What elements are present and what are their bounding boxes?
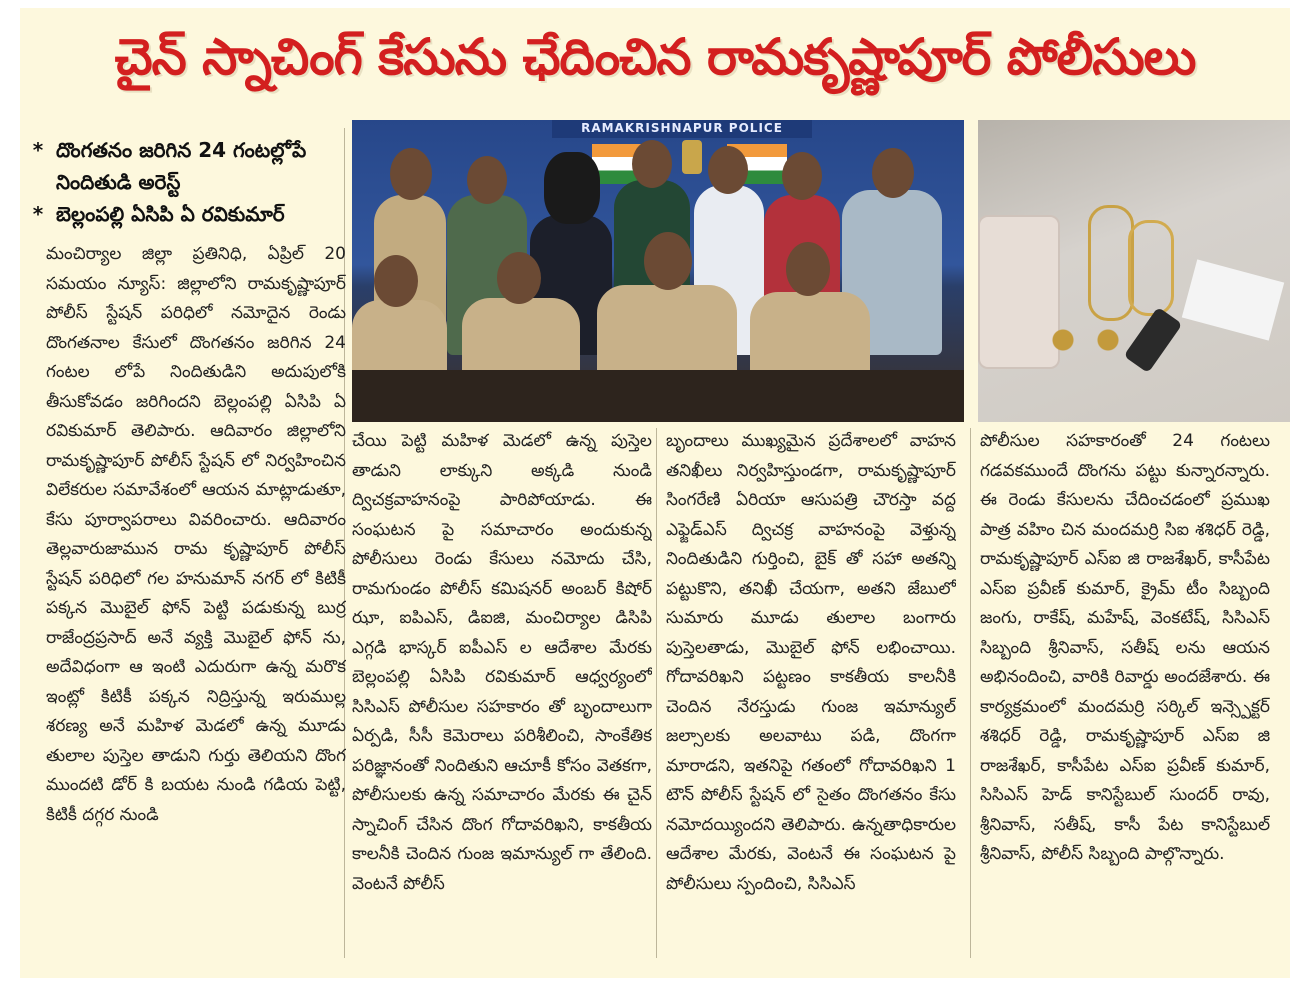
article-column-2 <box>352 427 652 962</box>
photo-banner-text: RAMAKRISHNAPUR POLICE <box>581 121 783 135</box>
article-paragraph: చేయి పెట్టి మహిళ మెడలో ఉన్న పుస్తెల తాడుని లాక్కుని అక్కడి నుండి ద్విచక్రవాహనంపై పారిపోయాడు. ఈ సంఘటన పై సమాచారం అందుకున్న పోలీసులు రెండు కేసులు నమోదు చేసి, రామగుండం పోలీస్ కమిషనర్ అంబర్ కిషోర్ ఝా, ఐపిఎస్, డిఐజి, మంచిర్యాల డిసిపి ఎగ్గడి భాస్కర్ ఐపీఎస్ ల ఆదేశాల మేరకు బెల్లంపల్లి ఏసిపి రవికుమార్ ఆధ్వర్యంలో సిసిఎస్ పోలీసుల సహకారం తో బృందాలుగా ఏర్పడి, సీసీ కెమెరాలు పరిశీలించి, సాంకేతిక పరిజ్ఞానంతో నిందితుని ఆచూకీ కోసం వెతకగా, పోలీసులకు ఉన్న సమాచారం మేరకు ఈ చైన్ స్నాచింగ్ చేసిన దొంగ గోదావరిఖని, కాకతీయ కాలనీకి చెందిన గుంజ ఇమాన్యుల్ గా తేలింది. వెంటనే పోలీస్ <box>352 431 652 894</box>
column-divider <box>970 428 971 958</box>
person-head <box>786 242 830 296</box>
covered-head <box>544 152 600 224</box>
person-head <box>644 232 692 290</box>
newspaper-clipping <box>20 8 1290 978</box>
person-head <box>782 152 822 200</box>
photo-banner <box>552 120 812 138</box>
highlight-bullets <box>20 134 330 230</box>
bullet-text: దొంగతనం జరిగిన 24 గంటల్లోపే నిందితుడి అరెస్ట్ <box>56 138 307 194</box>
article-column-3 <box>666 427 956 962</box>
highlight-bullet <box>20 134 330 198</box>
person-head <box>374 255 418 307</box>
person-head <box>632 140 672 188</box>
headline: చైన్ స్నాచింగ్ కేసును ఛేదించిన రామకృష్ణాపూర్ పోలీసులు <box>114 27 1196 86</box>
asterisk-icon: * <box>32 138 44 162</box>
gold-earrings <box>1048 325 1128 355</box>
press-table <box>352 370 964 422</box>
article-column-4 <box>980 427 1270 962</box>
person-head <box>708 146 748 194</box>
gold-chain <box>1128 220 1174 316</box>
highlight-bullet <box>20 198 330 230</box>
article-paragraph: బృందాలు ముఖ్యమైన ప్రదేశాలలో వాహన తనిఖీలు నిర్వహిస్తుండగా, రామకృష్ణాపూర్ సింగరేణి ఏరియా ఆసుపత్రి చౌరస్తా వద్ద ఎఫ్జెడ్ఎస్ ద్విచక్ర వాహనంపై వెళ్తున్న నిందితుడిని గుర్తించి, బైక్ తో సహా అతన్ని పట్టుకొని, తనిఖీ చేయగా, అతని జేబులో సుమారు మూడు తులాల బంగారు పుస్తెలతాడు, మొబైల్ ఫోన్ లభించాయి. గోదావరిఖని పట్టణం కాకతీయ కాలనీకి చెందిన నేరస్తుడు గుంజ ఇమాన్యుల్ జల్సాలకు అలవాటు పడి, దొంగగా మారాడని, ఇతనిపై గతంలో గోదావరిఖని 1 టౌన్ పోలీస్ స్టేషన్ లో సైతం దొంగతనం కేసు నమోదయ్యిందని తెలిపారు. ఉన్నతాధికారుల ఆదేశాల మేరకు, వెంటనే ఈ సంఘటన పై పోలీసులు స్పందించి, సిసిఎస్ <box>666 431 956 894</box>
person-head <box>497 252 541 304</box>
person-head <box>390 148 432 200</box>
bike-key <box>1124 307 1183 373</box>
asterisk-icon: * <box>32 202 44 226</box>
article-column-1 <box>46 240 346 960</box>
emblem <box>682 140 702 174</box>
police-group-photo <box>352 120 964 422</box>
person-head <box>467 156 507 204</box>
column-divider <box>656 428 657 958</box>
person-head <box>872 148 914 198</box>
bullet-text: బెల్లంపల్లి ఏసిపి ఏ రవికుమార్ <box>56 202 285 226</box>
evidence-tag <box>1182 259 1284 340</box>
article-paragraph: పోలీసుల సహకారంతో 24 గంటలు గడవకముందే దొంగను పట్టు కున్నారన్నారు. ఈ రెండు కేసులను చేదించడంలో ప్రముఖ పాత్ర వహిం చిన మందమర్రి సిఐ శశిధర్ రెడ్డి, రామకృష్ణాపూర్ ఎస్ఐ జి రాజశేఖర్, కాసీపేట ఎస్ఐ ప్రవీణ్ కుమార్, క్రైమ్ టీం సిబ్బంది జంగు, రాకేష్, మహేష్, వెంకటేష్, సిసిఎస్ సిబ్బంది శ్రీనివాస్, సతీష్ లను ఆయన అభినందించి, వారికి రివార్డు అందజేశారు. ఈ కార్యక్రమంలో మందమర్రి సర్కిల్ ఇన్స్పెక్టర్ శశిధర్ రెడ్డి, రామకృష్ణాపూర్ ఎస్ఐ జి రాజశేఖర్, కాసీపేట ఎస్ఐ ప్రవీణ్ కుమార్, సిసిఎస్ హెడ్ కానిస్టేబుల్ సుందర్ రావు, శ్రీనివాస్, సతీష్, కాసీ పేట కానిస్టేబుల్ శ్రీనివాస్, పోలీస్ సిబ్బంది పాల్గొన్నారు. <box>980 431 1270 864</box>
recovered-items-photo <box>978 120 1290 422</box>
article-paragraph: మంచిర్యాల జిల్లా ప్రతినిధి, ఏప్రిల్ 20 సమయం న్యూస్: జిల్లాలోని రామకృష్ణాపూర్ పోలీస్ స్టేషన్ పరిధిలో నమోదైన రెండు దొంగతనాల కేసులో దొంగతనం జరిగిన 24 గంటల లోపే నిందితుడిని అదుపులోకి తీసుకోవడం జరిగిందని బెల్లంపల్లి ఏసిపి ఏ రవికుమార్ తెలిపారు. ఆదివారం జిల్లాలోని రామకృష్ణాపూర్ పోలీస్ స్టేషన్ లో నిర్వహించిన విలేకరుల సమావేశంలో ఆయన మాట్లాడుతూ, కేసు పూర్వాపరాలు వివరించారు. ఆదివారం తెల్లవారుజామున రామ కృష్ణాపూర్ పోలీస్ స్టేషన్ పరిధిలో గల హనుమాన్ నగర్ లో కిటికీ పక్కన మొబైల్ ఫోన్ పెట్టి పడుకున్న బుర్ర రాజేంద్రప్రసాద్ అనే వ్యక్తి మొబైల్ ఫోన్ ను, అదేవిధంగా ఆ ఇంటి ఎదురుగా ఉన్న మరొక ఇంట్లో కిటికీ పక్కన నిద్రిస్తున్న ఇరుముల్ల శరణ్య అనే మహిళ మెడలో ఉన్న మూడు తులాల పుస్తెల తాడుని గుర్తు తెలియని దొంగ ముందటి డోర్ కి బయట నుండి గడియ పెట్టి, కిటికీ దగ్గర నుండి <box>46 244 346 825</box>
